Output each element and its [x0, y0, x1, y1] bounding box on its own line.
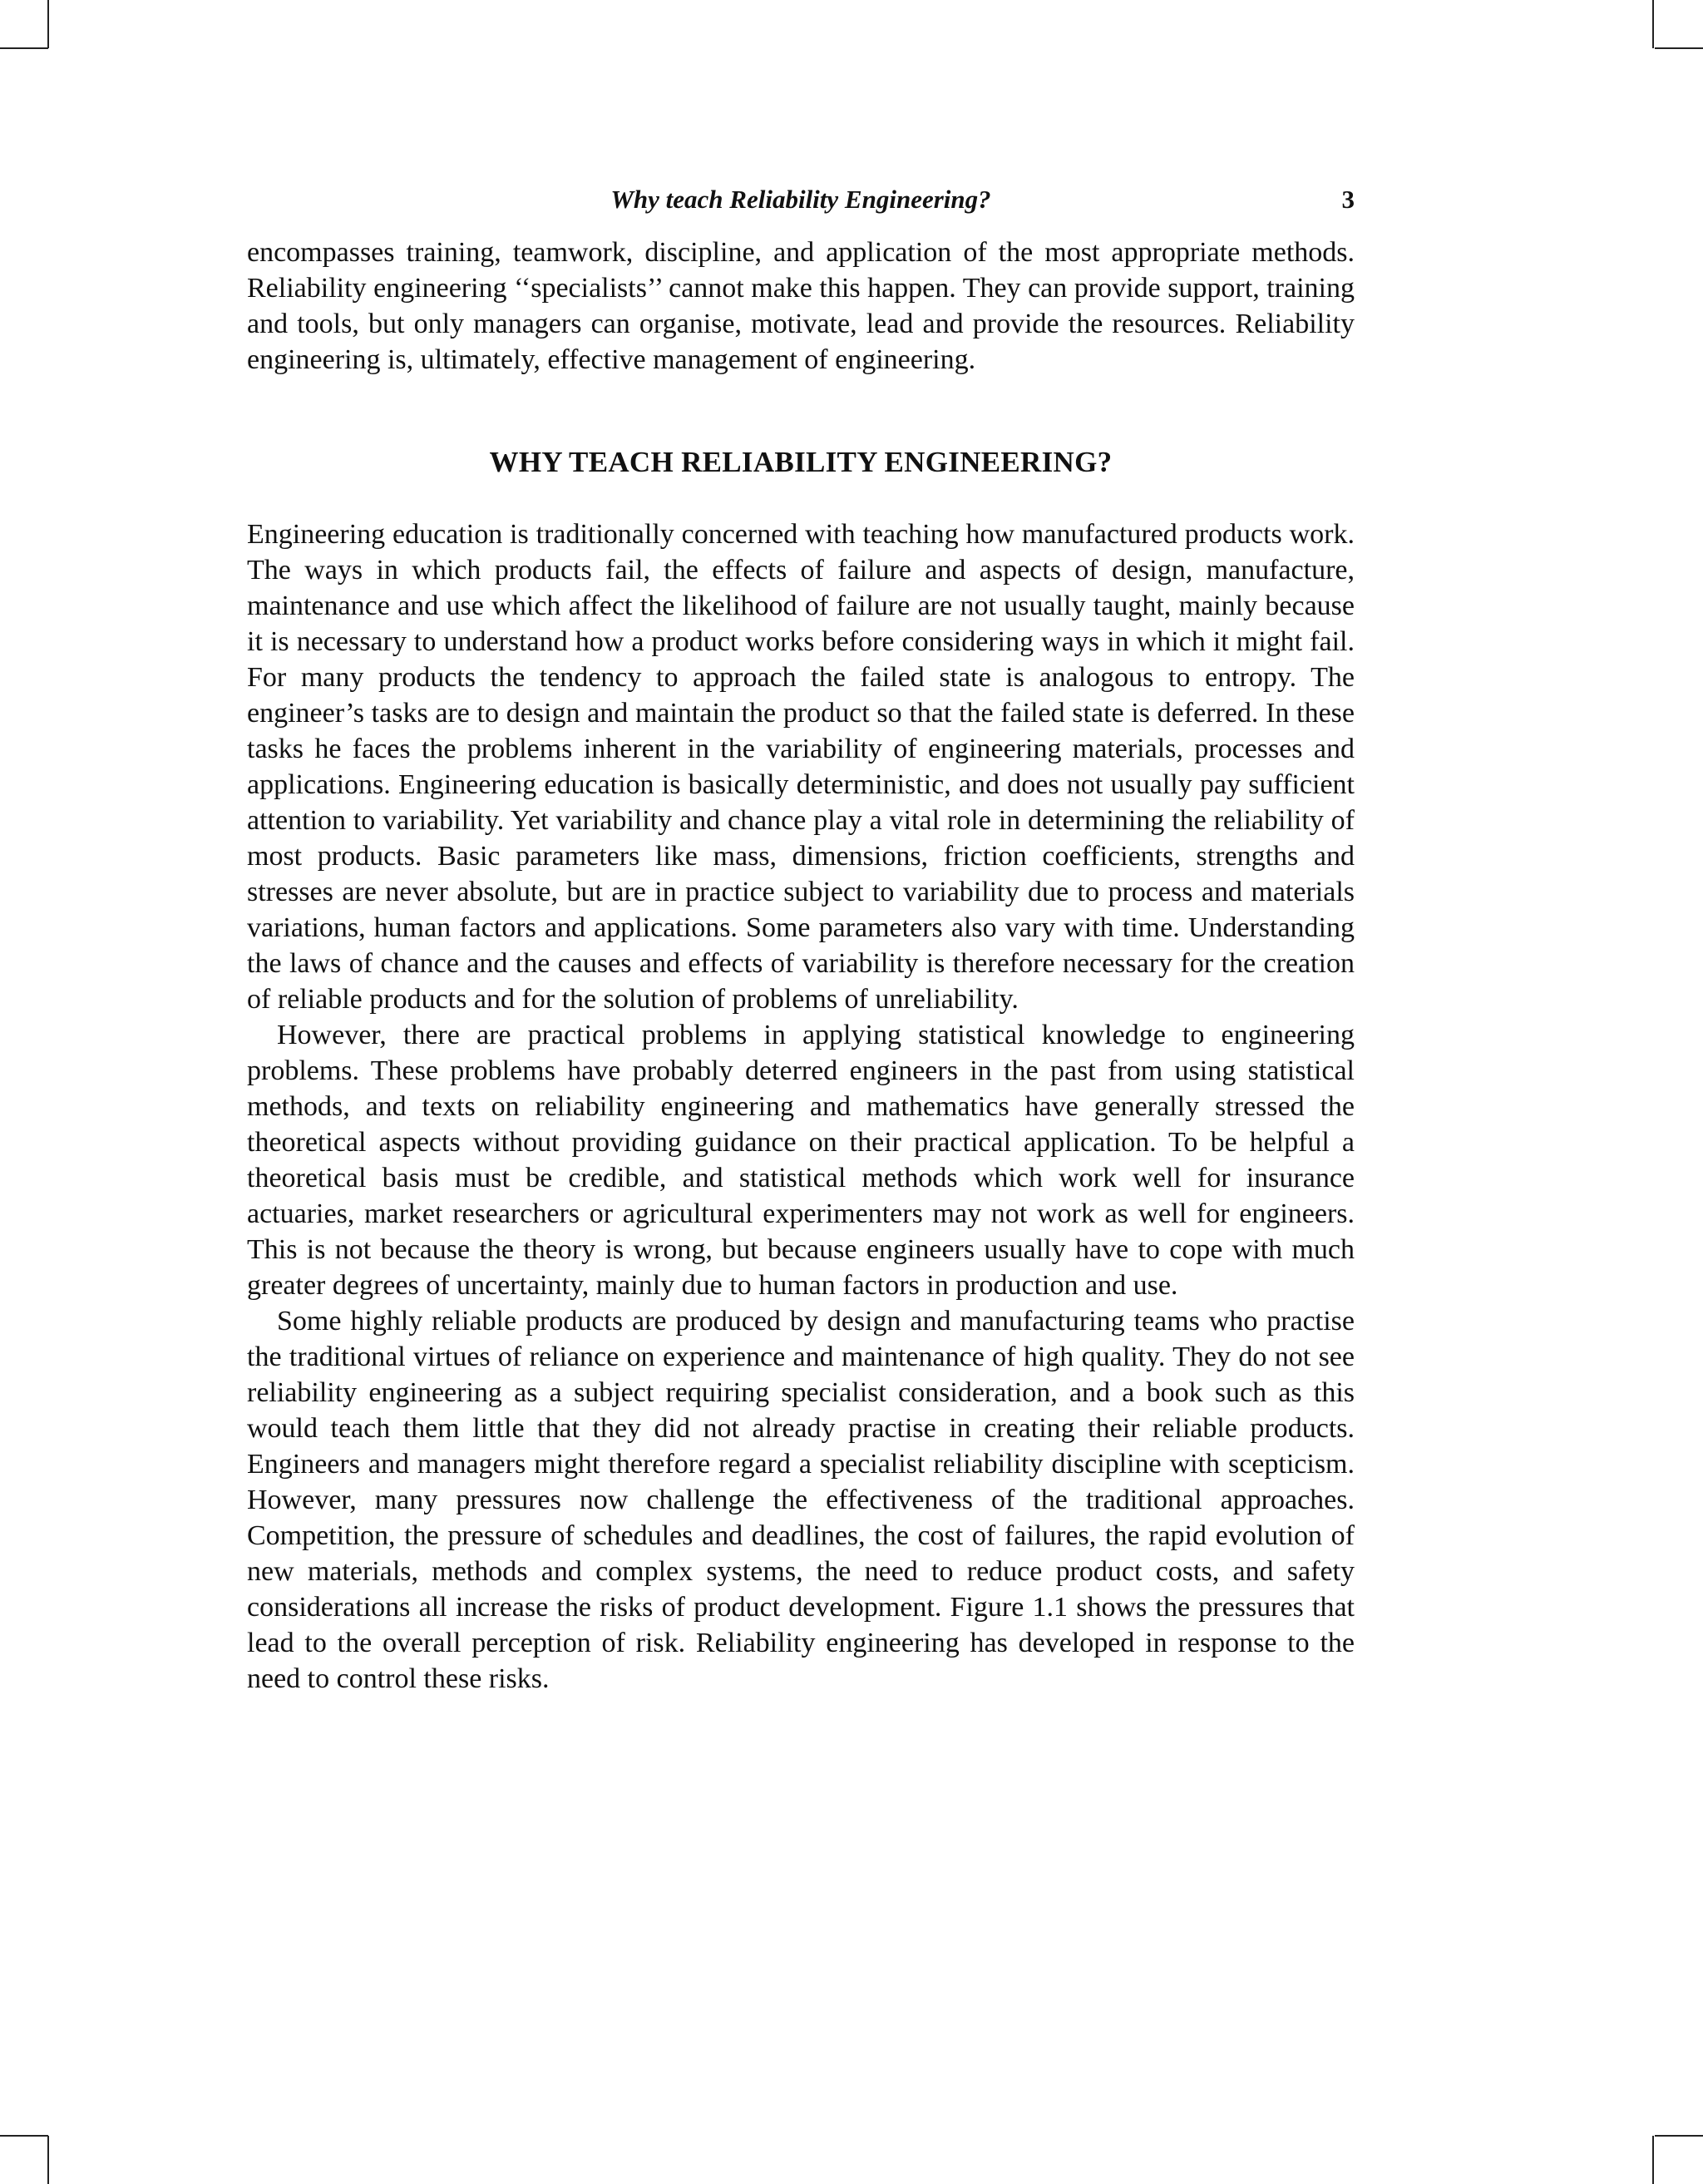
section-paragraph-3: Some highly reliable products are produced by design and manufacturing teams who practise the traditional virtues of reliance on experience and maintenance of high quality. They do not see reliability engineering as a subject requiring specialist consideration, and a book such as this would teach them little that they did not already practise in creating their reliable products. Engineers and managers might therefore regard a specialist reliability discipline with scepticism. However, many pressures now challenge the effectiveness of the traditional approaches. Competition, the pressure of schedules and deadlines, the cost of failures, the rapid evolution of new materials, methods and complex systems, the need to reduce product costs, and safety considerations all increase the risks of product development. Figure 1.1 shows the pressures that lead to the overall perception of risk. Reliability engineering has developed in response to the need to control these risks. [247, 1306, 1355, 1694]
section-heading: WHY TEACH RELIABILITY ENGINEERING? [489, 446, 1113, 478]
running-head [247, 185, 1355, 221]
crop-mark-top-right-horizontal [1655, 47, 1703, 49]
crop-mark-bottom-right-vertical [1652, 2136, 1654, 2184]
continued-paragraph: encompasses training, teamwork, discipline, and application of the most appropriate methods. Reliability engineering ‘‘specialists’’ cannot make this happen. They can provide support, training and tools, but only managers can organise, motivate, lead and provide the resources. Reliability engineering is, ultimately, effective management of engineering. [247, 237, 1355, 375]
crop-mark-top-left-horizontal [0, 47, 48, 49]
crop-mark-bottom-left-vertical [47, 2136, 49, 2184]
crop-mark-top-left-vertical [47, 0, 49, 48]
page-body [247, 235, 1355, 1697]
crop-mark-bottom-right-horizontal [1655, 2135, 1703, 2137]
page-number: 3 [1341, 185, 1355, 214]
running-head-title: Why teach Reliability Engineering? [610, 185, 991, 214]
section-paragraph-2: However, there are practical problems in applying statistical knowledge to engineering problems. These problems have probably deterred engineers in the past from using statistical methods, and texts on reliability engineering and mathematics have generally stressed the theoretical aspects without providing guidance on their practical application. To be helpful a theoretical basis must be credible, and statistical methods which work well for insurance actuaries, market researchers or agricultural experimenters may not work as well for engineers. This is not because the theory is wrong, but because engineers usually have to cope with much greater degrees of uncertainty, mainly due to human factors in production and use. [247, 1020, 1355, 1301]
section-paragraph-1: Engineering education is traditionally concerned with teaching how manufactured products work. The ways in which products fail, the effects of failure and aspects of design, manufacture, maintenance and use which affect the likelihood of failure are not usually taught, mainly because it is necessary to understand how a product works before considering ways in which it might fail. For many products the tendency to approach the failed state is analogous to entropy. The engineer’s tasks are to design and maintain the product so that the failed state is deferred. In these tasks he faces the problems inherent in the variability of engineering materials, processes and applications. Engineering education is basically deterministic, and does not usually pay sufficient attention to variability. Yet variability and chance play a vital role in determining the reliability of most products. Basic parameters like mass, dimensions, friction coefficients, strengths and stresses are never absolute, but are in practice subject to variability due to process and materials variations, human factors and applications. Some parameters also vary with time. Understanding the laws of chance and the causes and effects of variability is therefore necessary for the creation of reliable products and for the solution of problems of unreliability. [247, 519, 1355, 1015]
crop-mark-bottom-left-horizontal [0, 2135, 48, 2137]
crop-mark-top-right-vertical [1652, 0, 1654, 48]
